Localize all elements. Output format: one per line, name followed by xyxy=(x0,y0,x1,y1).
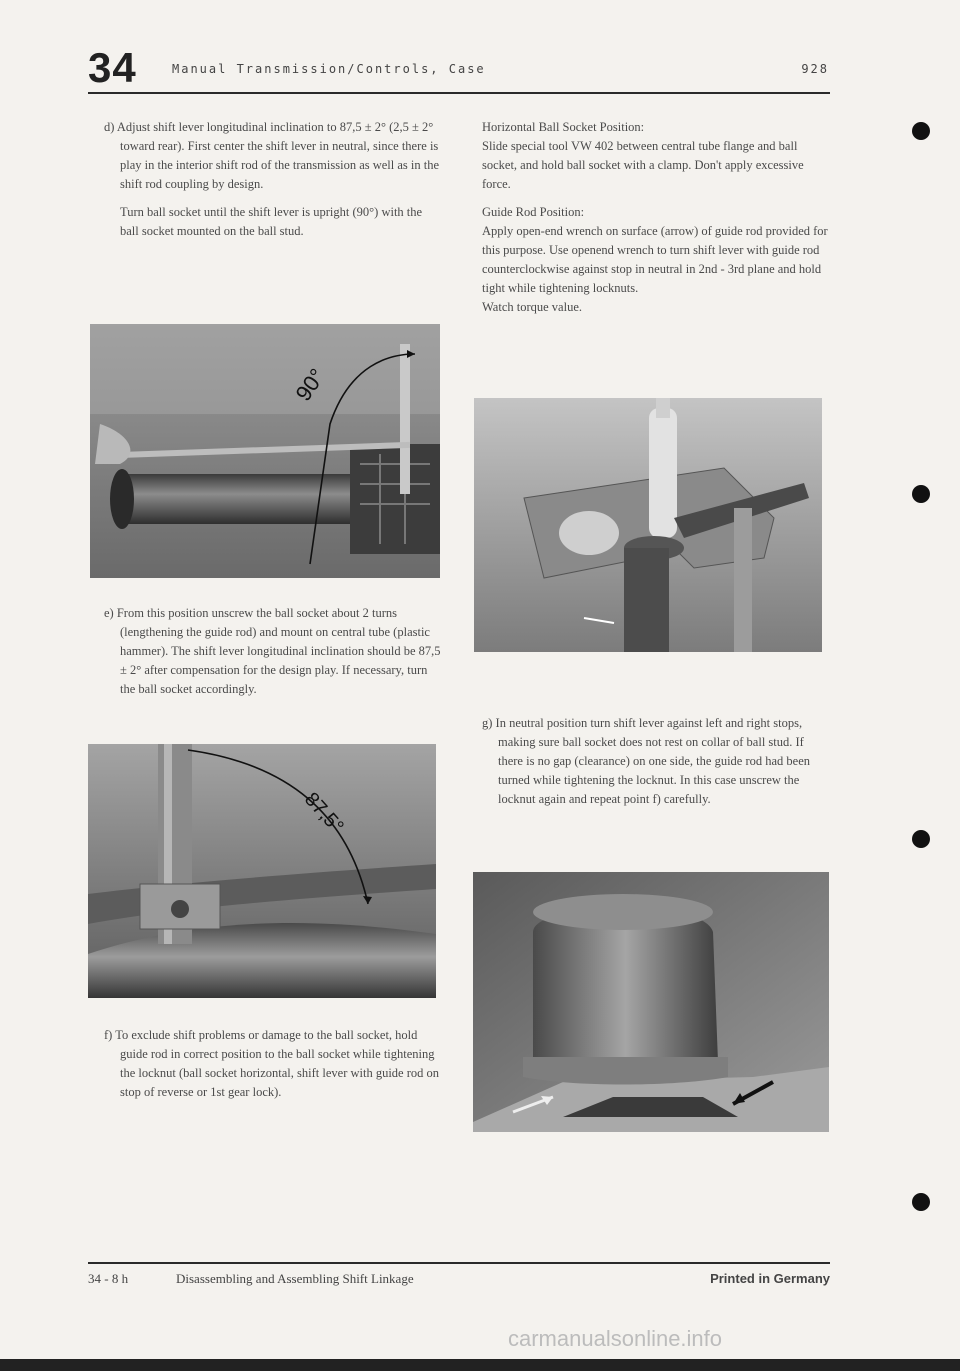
figure-angle-label-90: 90° xyxy=(290,363,331,406)
step-d-paragraph: d) Adjust shift lever longitudinal inclination to 87,5 ± 2° (2,5 ± 2° toward rear). First center the shift lever in neutral, since there is play in the interior shift rod of the transmission as well as in the shift rod coupling by design. xyxy=(104,120,440,191)
horizontal-ball-socket-heading: Horizontal Ball Socket Position: xyxy=(482,120,645,134)
footer-chapter-title: Disassembling and Assembling Shift Linkage xyxy=(176,1271,414,1286)
binder-hole xyxy=(912,485,930,503)
watermark: carmanualsonline.info xyxy=(508,1326,723,1351)
figure-shift-lever-87-image xyxy=(88,744,436,998)
footer-page-number: 34 - 8 h xyxy=(88,1271,129,1286)
step-g-text xyxy=(482,714,828,818)
model-number: 928 xyxy=(801,62,829,76)
figure-ball-socket-gap xyxy=(473,872,829,1132)
torque-note: Watch torque value. xyxy=(482,300,582,314)
figure-guide-rod-wrench-image xyxy=(474,398,822,652)
figure-shift-lever-90-image xyxy=(90,324,440,578)
guide-rod-heading: Guide Rod Position: xyxy=(482,205,585,219)
binder-hole xyxy=(912,1193,930,1211)
figure-angle-label-87: 87,5° xyxy=(299,788,348,838)
figure-guide-rod-wrench xyxy=(474,398,822,652)
step-f-text xyxy=(104,1026,442,1111)
bottom-scan-edge xyxy=(0,1359,960,1371)
figure-ball-socket-gap-image xyxy=(473,872,829,1132)
step-e-text xyxy=(104,604,442,708)
right-column-text xyxy=(482,118,832,326)
header-rule xyxy=(88,92,830,94)
step-d-text xyxy=(104,118,442,250)
section-title: Manual Transmission/Controls, Case xyxy=(172,62,486,76)
figure-shift-lever-87 xyxy=(88,744,436,998)
horizontal-ball-socket-text: Slide special tool VW 402 between central tube flange and ball socket, and hold ball socket with a clamp. Don't apply excessive force. xyxy=(482,139,804,191)
binder-hole xyxy=(912,830,930,848)
guide-rod-text: Apply open-end wrench on surface (arrow) of guide rod provided for this purpose. Use openend wrench to turn shift lever with guide rod counterclockwise against stop in neutral in 2nd - 3rd plane and hold tight while tightening locknuts. xyxy=(482,224,828,295)
step-d-ball-socket-paragraph: Turn ball socket until the shift lever is upright (90°) with the ball socket mounted on the ball stud. xyxy=(120,205,423,238)
step-e-paragraph: e) From this position unscrew the ball socket about 2 turns (lengthening the guide rod) and mount on central tube (plastic hammer). The shift lever longitudinal inclination should be 87,5 ± 2° after compensation for the design play. If necessary, turn the ball socket accordingly. xyxy=(104,606,441,696)
binder-hole xyxy=(912,122,930,140)
figure-shift-lever-90 xyxy=(90,324,440,578)
footer-printed-in: Printed in Germany xyxy=(710,1271,830,1286)
footer-rule xyxy=(88,1262,830,1264)
step-f-paragraph: f) To exclude shift problems or damage to the ball socket, hold guide rod in correct position to the ball socket while tightening the locknut (ball socket horizontal, shift lever with guide rod on stop of reverse or 1st gear lock). xyxy=(104,1028,440,1099)
section-number: 34 xyxy=(88,44,137,91)
step-g-paragraph: g) In neutral position turn shift lever against left and right stops, making sure ball socket does not rest on collar of ball stud. If there is no gap (clearance) on one side, the guide rod had been turned while tightening the locknut. In this case unscrew the locknut again and repeat point f) carefully. xyxy=(482,716,811,806)
